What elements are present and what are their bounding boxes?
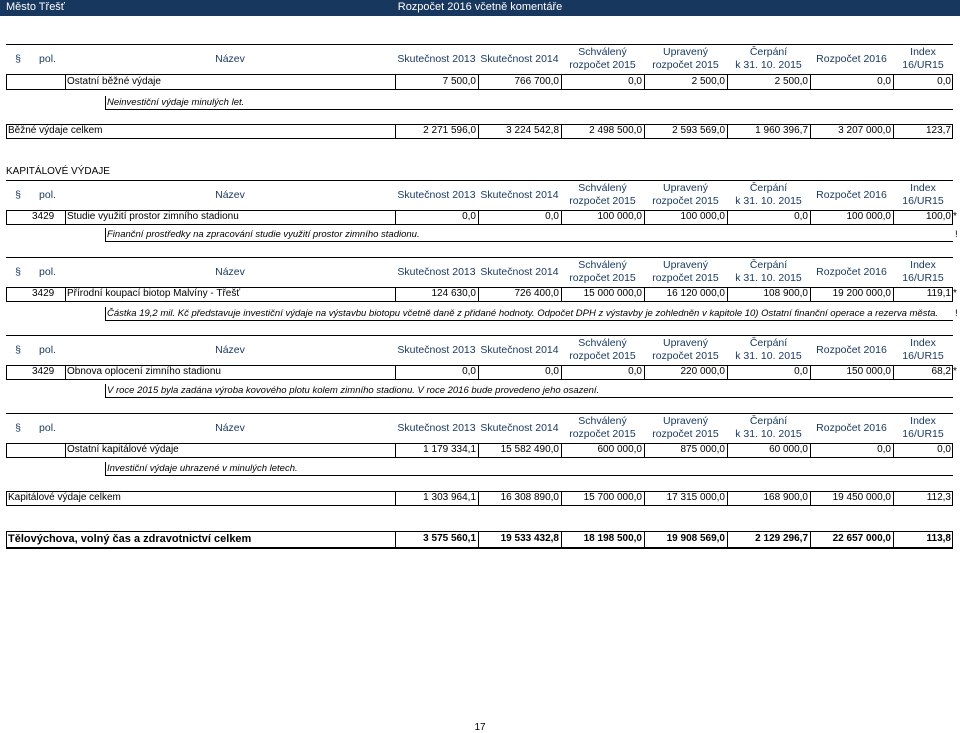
- column-header-index: [893, 335, 953, 365]
- table-header-3: [0, 335, 960, 365]
- total-s2013: 3 575 560,1: [423, 533, 476, 544]
- comment-note: Neinvestiční výdaje minulých let.: [107, 97, 245, 108]
- rule-line: [727, 75, 728, 89]
- total-schv: 2 498 500,0: [589, 125, 642, 136]
- cell-s2013: 1 179 334,1: [423, 444, 476, 455]
- column-header-text: 16/UR15: [902, 272, 944, 284]
- table-row: [0, 210, 960, 224]
- rule-line: [6, 287, 7, 301]
- cell-pol: 3429: [32, 288, 55, 299]
- section-title: KAPITÁLOVÉ VÝDAJE: [6, 166, 110, 177]
- rule-line: [893, 287, 894, 301]
- rule-line: [6, 531, 7, 547]
- cell-index: 0,0: [937, 76, 951, 87]
- column-header-text: 16/UR15: [902, 59, 944, 71]
- table-header-0: [0, 44, 960, 74]
- column-header-cerp: [727, 44, 810, 74]
- total-row-total: [0, 531, 960, 547]
- column-header-para: §: [15, 52, 21, 65]
- column-header-upr: [644, 44, 727, 74]
- rule-line: [952, 491, 953, 505]
- cell-schv: 15 000 000,0: [583, 288, 642, 299]
- column-header-para: §: [15, 265, 21, 278]
- rule-line: [65, 210, 66, 224]
- column-header-upr: [644, 180, 727, 210]
- column-header-nazev: Název: [215, 421, 245, 434]
- column-header-text: Schválený: [578, 46, 627, 58]
- cell-s2013: 7 500,0: [442, 76, 476, 87]
- column-header-nazev: Název: [215, 343, 245, 356]
- total-upr: 2 593 569,0: [672, 125, 725, 136]
- rule-line: [644, 531, 645, 547]
- rule-line: [644, 491, 645, 505]
- table-header-1: [0, 180, 960, 210]
- rule-line: [6, 443, 7, 457]
- total-r2016: 19 450 000,0: [832, 492, 891, 503]
- column-header-text: Schválený: [578, 182, 627, 194]
- column-header-text: Index: [910, 182, 936, 194]
- total-row-kapital: [0, 491, 960, 505]
- rule-line: [6, 365, 7, 379]
- column-header-cerp: [727, 257, 810, 287]
- cell-s2013: 0,0: [462, 211, 476, 222]
- rule-line: [810, 210, 811, 224]
- rule-line: [810, 365, 811, 379]
- cell-s2014: 0,0: [545, 211, 559, 222]
- rule-line: [952, 75, 953, 89]
- rule-line: [893, 75, 894, 89]
- rule-line: [395, 210, 396, 224]
- rule-line: [6, 224, 953, 225]
- comment-note: Finanční prostředky na zpracování studie využití prostor zimního stadionu.: [107, 229, 420, 240]
- table-row: [0, 287, 960, 301]
- column-header-s2013: Skutečnost 2013: [397, 52, 476, 65]
- column-header-text: rozpočet 2015: [652, 428, 719, 440]
- column-header-s2014: Skutečnost 2014: [480, 421, 559, 434]
- column-header-nazev: Název: [215, 52, 245, 65]
- column-header-text: k 31. 10. 2015: [735, 428, 802, 440]
- cell-upr: 875 000,0: [680, 444, 725, 455]
- rule-line: [6, 301, 953, 302]
- rule-line: [6, 138, 953, 139]
- asterisk-mark: [953, 443, 960, 457]
- column-header-index: [893, 44, 953, 74]
- cell-s2014: 0,0: [545, 366, 559, 377]
- column-header-text: Index: [910, 415, 936, 427]
- column-header-index: [893, 257, 953, 287]
- rule-line: [727, 491, 728, 505]
- cell-pol: 3429: [32, 366, 55, 377]
- rule-line: [6, 491, 7, 505]
- rule-line: [561, 287, 562, 301]
- total-cerp: 1 960 396,7: [755, 125, 808, 136]
- header-document-title: Rozpočet 2016 včetně komentáře: [397, 1, 563, 13]
- rule-line: [952, 531, 953, 547]
- column-header-s2013: Skutečnost 2013: [397, 265, 476, 278]
- table-header-2: [0, 257, 960, 287]
- column-header-text: Index: [910, 259, 936, 271]
- column-header-text: Index: [910, 337, 936, 349]
- cell-index: 100,0: [925, 211, 951, 222]
- column-header-cerp: [727, 413, 810, 443]
- table-row: [0, 75, 960, 89]
- total-s2013: 2 271 596,0: [423, 125, 476, 136]
- rule-line: [6, 89, 953, 90]
- total-s2014: 16 308 890,0: [500, 492, 559, 503]
- cell-pol: [32, 443, 63, 457]
- cell-s2013: 0,0: [462, 366, 476, 377]
- column-header-text: rozpočet 2015: [652, 272, 719, 284]
- page-number: 17: [474, 722, 486, 733]
- column-header-r2016: Rozpočet 2016: [816, 188, 887, 201]
- rule-line: [6, 75, 7, 89]
- column-header-text: 16/UR15: [902, 195, 944, 207]
- column-header-upr: [644, 335, 727, 365]
- cell-index: 68,2: [931, 366, 951, 377]
- table-row: [0, 365, 960, 379]
- column-header-text: 16/UR15: [902, 428, 944, 440]
- page-header: [0, 0, 960, 16]
- rule-line: [105, 241, 953, 242]
- cell-r2016: 100 000,0: [846, 211, 891, 222]
- asterisk-mark: *: [953, 366, 957, 377]
- rule-line: [644, 443, 645, 457]
- cell-schv: 600 000,0: [597, 444, 642, 455]
- rule-line: [105, 397, 953, 398]
- rule-line: [561, 365, 562, 379]
- rule-line: [65, 443, 66, 457]
- column-header-text: k 31. 10. 2015: [735, 195, 802, 207]
- rule-line: [478, 75, 479, 89]
- rule-line: [810, 124, 811, 138]
- rule-line: [105, 96, 106, 110]
- rule-line: [644, 124, 645, 138]
- column-header-text: Upravený: [663, 259, 708, 271]
- column-header-text: Index: [910, 46, 936, 58]
- rule-line: [893, 124, 894, 138]
- column-header-cerp: [727, 335, 810, 365]
- column-header-text: rozpočet 2015: [569, 59, 636, 71]
- rule-line: [727, 365, 728, 379]
- total-label: Tělovýchova, volný čas a zdravotnictví celkem: [8, 533, 252, 545]
- rule-line: [478, 531, 479, 547]
- header-city: Město Třešť: [6, 1, 65, 13]
- rule-line: [105, 384, 106, 398]
- rule-line: [105, 462, 106, 476]
- cell-r2016: 0,0: [877, 76, 891, 87]
- rule-line: [65, 75, 66, 89]
- rule-line: [727, 287, 728, 301]
- cell-cerp: 2 500,0: [774, 76, 808, 87]
- rule-line: [6, 180, 953, 181]
- rule-line: [810, 531, 811, 547]
- cell-pol: 3429: [32, 211, 55, 222]
- total-schv: 15 700 000,0: [583, 492, 642, 503]
- column-header-s2013: Skutečnost 2013: [397, 188, 476, 201]
- total-index: 112,3: [926, 492, 951, 503]
- column-header-schv: [561, 413, 644, 443]
- column-header-r2016: Rozpočet 2016: [816, 52, 887, 65]
- rule-line: [478, 491, 479, 505]
- cell-r2016: 19 200 000,0: [832, 288, 891, 299]
- column-header-upr: [644, 257, 727, 287]
- table-row: [0, 443, 960, 457]
- rule-line: [395, 365, 396, 379]
- column-header-text: Upravený: [663, 182, 708, 194]
- column-header-s2014: Skutečnost 2014: [480, 188, 559, 201]
- rule-line: [395, 443, 396, 457]
- rule-line: [810, 75, 811, 89]
- rule-line: [6, 379, 953, 380]
- column-header-pol: pol.: [39, 343, 56, 356]
- rule-line: [893, 491, 894, 505]
- total-s2013: 1 303 964,1: [423, 492, 476, 503]
- rule-line: [395, 491, 396, 505]
- column-header-text: rozpočet 2015: [569, 350, 636, 362]
- column-header-para: §: [15, 421, 21, 434]
- column-header-para: §: [15, 343, 21, 356]
- column-header-text: Čerpání: [749, 337, 788, 349]
- total-cerp: 168 900,0: [763, 492, 808, 503]
- comment-note: Investiční výdaje uhrazené v minulých letech.: [107, 463, 298, 474]
- exclamation-mark: !: [955, 308, 958, 319]
- rule-line: [65, 365, 66, 379]
- column-header-text: Upravený: [663, 415, 708, 427]
- column-header-nazev: Název: [215, 188, 245, 201]
- column-header-schv: [561, 257, 644, 287]
- cell-nazev: Přírodní koupací biotop Malvíny - Třešť: [67, 288, 241, 299]
- cell-cerp: 108 900,0: [763, 288, 808, 299]
- cell-r2016: 0,0: [877, 444, 891, 455]
- column-header-text: Upravený: [663, 46, 708, 58]
- total-upr: 17 315 000,0: [666, 492, 725, 503]
- rule-line: [644, 210, 645, 224]
- column-header-text: k 31. 10. 2015: [735, 272, 802, 284]
- cell-s2013: 124 630,0: [431, 288, 476, 299]
- rule-line: [644, 365, 645, 379]
- rule-line: [478, 443, 479, 457]
- rule-line: [6, 457, 953, 458]
- column-header-text: Čerpání: [749, 259, 788, 271]
- rule-line: [561, 491, 562, 505]
- rule-line: [105, 109, 953, 110]
- column-header-text: Schválený: [578, 415, 627, 427]
- total-s2014: 3 224 542,8: [506, 125, 559, 136]
- column-header-text: k 31. 10. 2015: [735, 59, 802, 71]
- column-header-s2014: Skutečnost 2014: [480, 52, 559, 65]
- rule-line: [893, 365, 894, 379]
- cell-index: 119,1: [926, 288, 951, 299]
- column-header-upr: [644, 413, 727, 443]
- cell-cerp: 0,0: [794, 211, 808, 222]
- rule-line: [105, 228, 106, 242]
- cell-upr: 2 500,0: [691, 76, 725, 87]
- column-header-schv: [561, 180, 644, 210]
- rule-line: [727, 443, 728, 457]
- total-index: 113,8: [926, 533, 951, 544]
- cell-r2016: 150 000,0: [846, 366, 891, 377]
- cell-upr: 220 000,0: [680, 366, 725, 377]
- cell-nazev: Ostatní běžné výdaje: [67, 76, 161, 87]
- cell-nazev: Obnova oplocení zimního stadionu: [67, 366, 221, 377]
- rule-line: [952, 210, 953, 224]
- column-header-index: [893, 413, 953, 443]
- rule-line: [478, 124, 479, 138]
- rule-line: [6, 505, 953, 506]
- rule-line: [6, 335, 953, 336]
- cell-s2014: 766 700,0: [514, 76, 559, 87]
- column-header-s2014: Skutečnost 2014: [480, 343, 559, 356]
- rule-line: [727, 210, 728, 224]
- column-header-schv: [561, 44, 644, 74]
- column-header-index: [893, 180, 953, 210]
- comment-note: Částka 19,2 mil. Kč představuje investiční výdaje na výstavbu biotopu včetně daně z přidané hodnoty. Odpočet DPH z výstavby je zohledněn v kapitole 10) Ostatní finanční operace a rezerva města.: [107, 308, 939, 319]
- column-header-text: Upravený: [663, 337, 708, 349]
- cell-pol: [32, 75, 63, 89]
- rule-line: [810, 443, 811, 457]
- rule-line: [6, 210, 7, 224]
- column-header-pol: pol.: [39, 52, 56, 65]
- cell-cerp: 60 000,0: [769, 444, 808, 455]
- total-row-bezne: [0, 124, 960, 138]
- cell-nazev: Ostatní kapitálové výdaje: [67, 444, 179, 455]
- rule-line: [952, 365, 953, 379]
- column-header-s2014: Skutečnost 2014: [480, 265, 559, 278]
- rule-line: [727, 124, 728, 138]
- rule-line: [105, 475, 953, 476]
- total-r2016: 22 657 000,0: [832, 533, 891, 544]
- column-header-para: §: [15, 188, 21, 201]
- rule-line: [478, 365, 479, 379]
- rule-line: [65, 287, 66, 301]
- cell-schv: 100 000,0: [597, 211, 642, 222]
- rule-line: [561, 210, 562, 224]
- column-header-cerp: [727, 180, 810, 210]
- rule-line: [6, 124, 7, 138]
- comment-note: V roce 2015 byla zadána výroba kovového plotu kolem zimního stadionu. V roce 2016 bude provedeno jeho osazení.: [107, 385, 600, 396]
- rule-line: [478, 210, 479, 224]
- rule-line: [727, 531, 728, 547]
- column-header-text: rozpočet 2015: [569, 195, 636, 207]
- rule-line: [810, 287, 811, 301]
- column-header-s2013: Skutečnost 2013: [397, 343, 476, 356]
- cell-upr: 100 000,0: [680, 211, 725, 222]
- column-header-text: Čerpání: [749, 46, 788, 58]
- column-header-text: rozpočet 2015: [652, 59, 719, 71]
- cell-upr: 16 120 000,0: [666, 288, 725, 299]
- rule-line: [395, 75, 396, 89]
- total-label: Běžné výdaje celkem: [8, 125, 103, 136]
- column-header-pol: pol.: [39, 421, 56, 434]
- column-header-text: rozpočet 2015: [569, 428, 636, 440]
- rule-line: [893, 210, 894, 224]
- asterisk-mark: *: [953, 211, 957, 222]
- column-header-text: Čerpání: [749, 182, 788, 194]
- column-header-r2016: Rozpočet 2016: [816, 265, 887, 278]
- total-s2014: 19 533 432,8: [500, 533, 559, 544]
- column-header-text: Schválený: [578, 337, 627, 349]
- rule-line: [561, 124, 562, 138]
- column-header-pol: pol.: [39, 265, 56, 278]
- rule-line: [6, 547, 953, 549]
- column-header-r2016: Rozpočet 2016: [816, 421, 887, 434]
- cell-s2014: 15 582 490,0: [500, 444, 559, 455]
- exclamation-mark: !: [955, 229, 958, 240]
- rule-line: [952, 287, 953, 301]
- rule-line: [644, 287, 645, 301]
- cell-s2014: 726 400,0: [514, 288, 559, 299]
- rule-line: [395, 124, 396, 138]
- rule-line: [6, 257, 953, 258]
- rule-line: [395, 287, 396, 301]
- table-header-4: [0, 413, 960, 443]
- cell-nazev: Studie využití prostor zimního stadionu: [67, 211, 239, 222]
- column-header-nazev: Název: [215, 265, 245, 278]
- total-cerp: 2 129 296,7: [755, 533, 808, 544]
- total-schv: 18 198 500,0: [583, 533, 642, 544]
- rule-line: [395, 531, 396, 547]
- rule-line: [952, 443, 953, 457]
- asterisk-mark: *: [953, 288, 957, 299]
- rule-line: [561, 443, 562, 457]
- cell-cerp: 0,0: [794, 366, 808, 377]
- rule-line: [644, 75, 645, 89]
- column-header-text: rozpočet 2015: [652, 195, 719, 207]
- column-header-pol: pol.: [39, 188, 56, 201]
- cell-schv: 0,0: [628, 76, 642, 87]
- rule-line: [810, 491, 811, 505]
- cell-schv: 0,0: [628, 366, 642, 377]
- column-header-r2016: Rozpočet 2016: [816, 343, 887, 356]
- rule-line: [6, 44, 953, 45]
- total-label: Kapitálové výdaje celkem: [8, 492, 121, 503]
- rule-line: [105, 307, 106, 321]
- rule-line: [561, 75, 562, 89]
- column-header-text: Čerpání: [749, 415, 788, 427]
- cell-index: 0,0: [937, 444, 951, 455]
- column-header-text: k 31. 10. 2015: [735, 350, 802, 362]
- rule-line: [561, 531, 562, 547]
- rule-line: [893, 443, 894, 457]
- total-index: 123,7: [925, 125, 951, 136]
- rule-line: [478, 287, 479, 301]
- column-header-text: rozpočet 2015: [569, 272, 636, 284]
- rule-line: [105, 320, 953, 321]
- column-header-text: rozpočet 2015: [652, 350, 719, 362]
- asterisk-mark: [953, 75, 960, 89]
- rule-line: [6, 413, 953, 414]
- column-header-schv: [561, 335, 644, 365]
- rule-line: [952, 124, 953, 138]
- column-header-text: 16/UR15: [902, 350, 944, 362]
- total-upr: 19 908 569,0: [666, 533, 725, 544]
- column-header-s2013: Skutečnost 2013: [397, 421, 476, 434]
- total-r2016: 3 207 000,0: [838, 125, 891, 136]
- column-header-text: Schválený: [578, 259, 627, 271]
- rule-line: [893, 531, 894, 547]
